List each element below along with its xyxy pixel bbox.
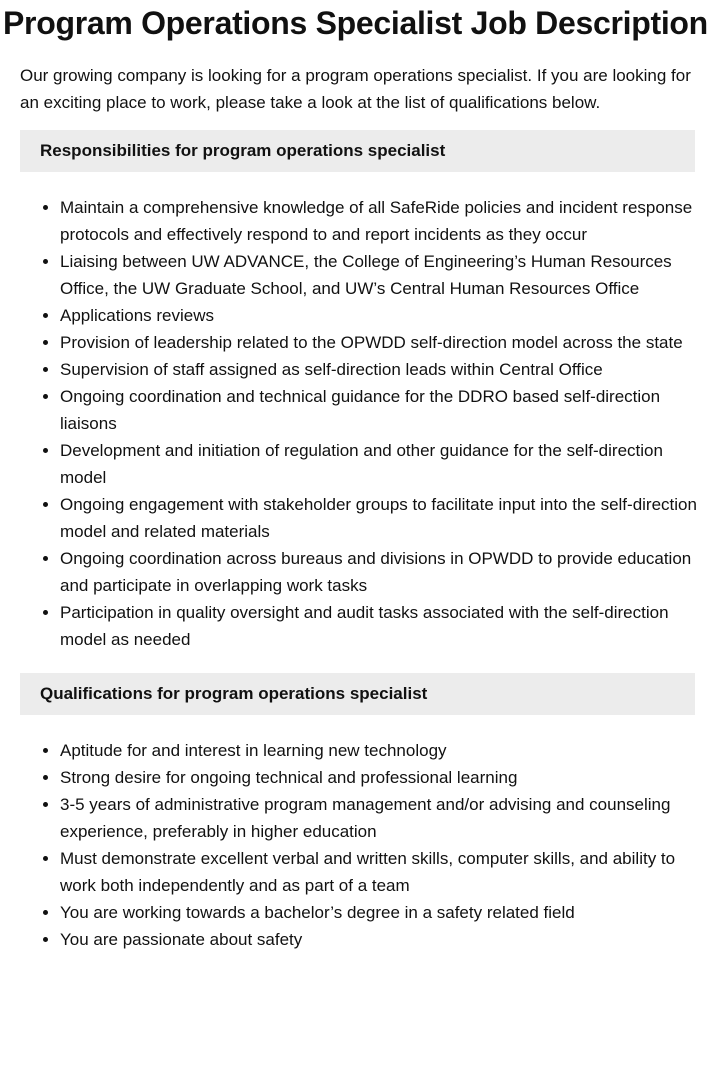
list-item: • Participation in quality oversight and audit tasks associated with the self-direction model as needed	[60, 599, 700, 653]
list-item: • Must demonstrate excellent verbal and written skills, computer skills, and ability to work both independently and as part of a team	[60, 845, 700, 899]
list-item: • Ongoing engagement with stakeholder groups to facilitate input into the self-direction model and related materials	[60, 491, 700, 545]
list-item: • Aptitude for and interest in learning new technology	[60, 737, 700, 764]
list-item: • Ongoing coordination across bureaus and divisions in OPWDD to provide education and participate in overlapping work tasks	[60, 545, 700, 599]
qualifications-heading: Qualifications for program operations specialist	[20, 673, 695, 715]
list-item: • Supervision of staff assigned as self-direction leads within Central Office	[60, 356, 700, 383]
list-item: • Strong desire for ongoing technical and professional learning	[60, 764, 700, 791]
list-item: • Applications reviews	[60, 302, 700, 329]
responsibilities-heading: Responsibilities for program operations specialist	[20, 130, 695, 172]
list-item: • You are working towards a bachelor’s degree in a safety related field	[60, 899, 700, 926]
page-title: Program Operations Specialist Job Description	[3, 5, 708, 41]
list-item: • Provision of leadership related to the OPWDD self-direction model across the state	[60, 329, 700, 356]
qualifications-list	[0, 737, 700, 953]
list-item: • Liaising between UW ADVANCE, the College of Engineering’s Human Resources Office, the UW Graduate School, and UW’s Central Human Resources Office	[60, 248, 700, 302]
list-item: • You are passionate about safety	[60, 926, 700, 953]
list-item: • Development and initiation of regulation and other guidance for the self-direction model	[60, 437, 700, 491]
responsibilities-list	[0, 194, 700, 653]
list-item: • 3-5 years of administrative program management and/or advising and counseling experience, preferably in higher education	[60, 791, 700, 845]
list-item: • Ongoing coordination and technical guidance for the DDRO based self-direction liaisons	[60, 383, 700, 437]
list-item: • Maintain a comprehensive knowledge of all SafeRide policies and incident response protocols and effectively respond to and report incidents as they occur	[60, 194, 700, 248]
intro-text: Our growing company is looking for a program operations specialist. If you are looking for an exciting place to work, please take a look at the list of qualifications below.	[20, 66, 691, 112]
